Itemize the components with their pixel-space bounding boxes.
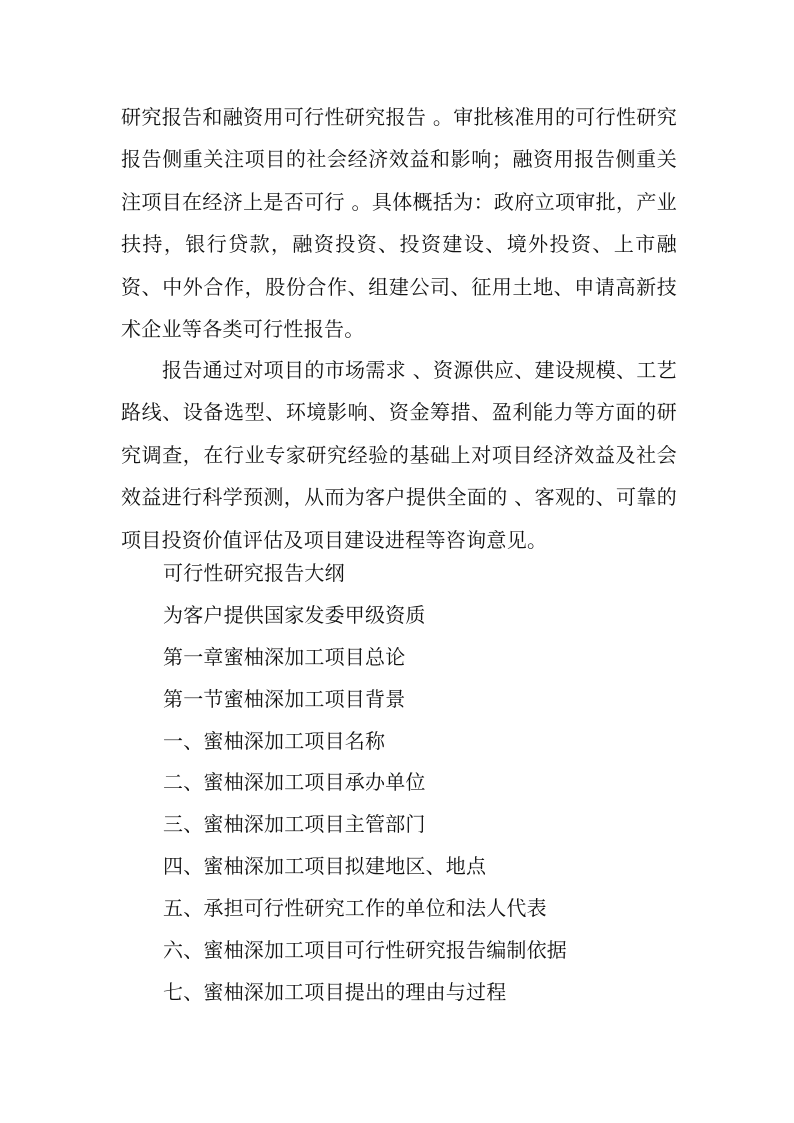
outline-item: 二、蜜柚深加工项目承办单位	[163, 770, 426, 795]
outline-item: 五、承担可行性研究工作的单位和法人代表	[163, 896, 547, 921]
outline-item: 四、蜜柚深加工项目拟建地区、地点	[163, 854, 487, 879]
outline-qualification: 为客户提供国家发委甲级资质	[163, 602, 426, 627]
outline-item: 六、蜜柚深加工项目可行性研究报告编制依据	[163, 938, 567, 963]
body-paragraph-2: 报告通过对项目的市场需求 、资源供应、建设规模、工艺路线、设备选型、环境影响、资金筹措、盈利能力等方面的研究调查，在行业专家研究经验的基础上对项目经济效益及社会效益进行科学预测，从而为客户提供全面的 、客观的、可靠的项目投资价值评估及项目建设进程等咨询意见。	[121, 358, 677, 552]
outline-chapter-heading: 第一章蜜柚深加工项目总论	[163, 644, 406, 669]
outline-item: 三、蜜柚深加工项目主管部门	[163, 812, 426, 837]
outline-title: 可行性研究报告大纲	[163, 561, 345, 585]
report-outline	[163, 553, 567, 1014]
outline-item: 一、蜜柚深加工项目名称	[163, 728, 386, 753]
outline-section-heading: 第一节蜜柚深加工项目背景	[163, 686, 406, 711]
body-paragraph-1: 研究报告和融资用可行性研究报告 。审批核准用的可行性研究报告侧重关注项目的社会经济效益和影响；融资用报告侧重关注项目在经济上是否可行 。具体概括为：政府立项审批，产业扶持，银行贷款，融资投资、投资建设、境外投资、上市融资、中外合作，股份合作、组建公司、征用土地、申请高新技术企业等各类可行性报告。	[121, 105, 677, 342]
outline-item: 七、蜜柚深加工项目提出的理由与过程	[163, 979, 507, 1004]
